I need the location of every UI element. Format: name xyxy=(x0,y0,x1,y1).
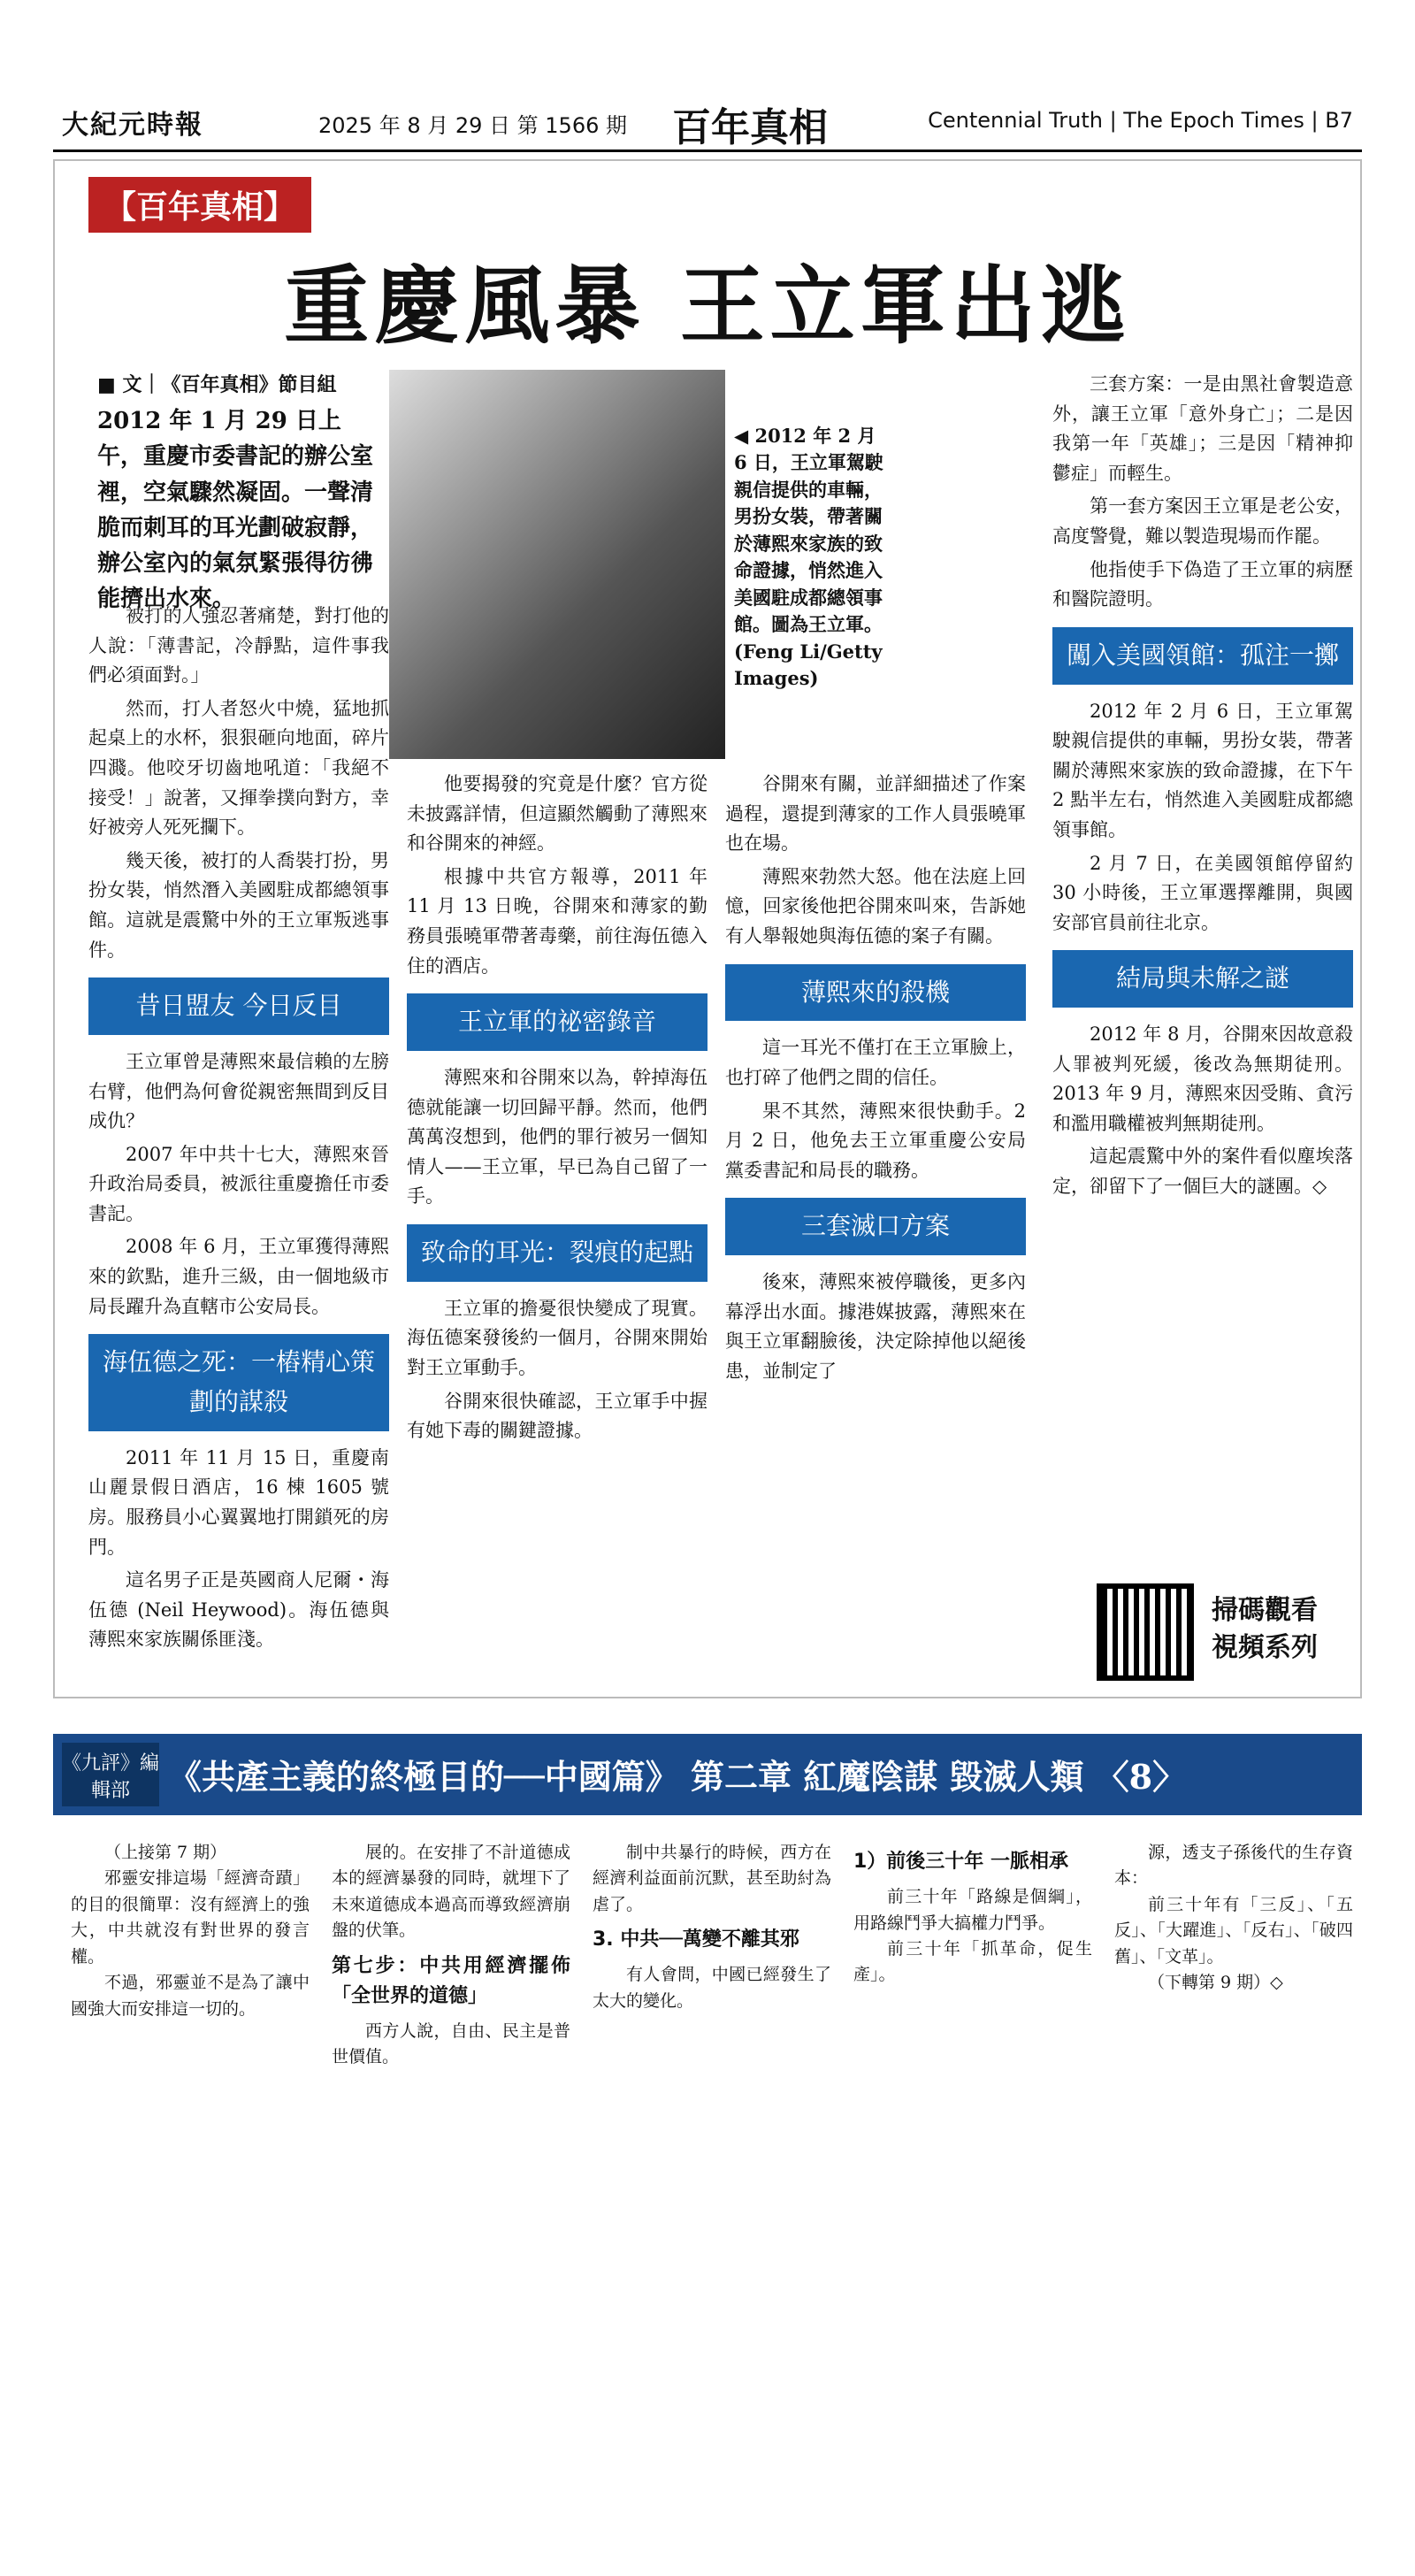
paragraph: 薄熙來勃然大怒。他在法庭上回憶，回家後他把谷開來叫來，告訴她有人舉報她與海伍德的案子有關。 xyxy=(725,865,1026,947)
subheading: 海伍德之死：一樁精心策劃的謀殺 xyxy=(88,1334,389,1431)
paragraph: 前三十年「路線是個綱」，用路線鬥爭大搞權力鬥爭。 xyxy=(853,1887,1092,1933)
paragraph: 2011 年 11 月 15 日，重慶南山麗景假日酒店，16 棟 1605 號房。服務員小心翼翼地打開鎖死的房門。 xyxy=(88,1446,389,1558)
paragraph: 源，透支子孫後代的生存資本： xyxy=(1114,1843,1353,1889)
wang-lijun-photo xyxy=(389,370,725,759)
bottom-column-3 xyxy=(593,1840,831,2014)
paragraph: 然而，打人者怒火中燒，猛地抓起桌上的水杯，狠狠砸向地面，碎片四濺。他咬牙切齒地吼道：「我絕不接受！」說著，又揮拳撲向對方，幸好被旁人死死攔下。 xyxy=(88,697,389,839)
bottom-column-5 xyxy=(1114,1840,1353,1997)
paragraph: 被打的人強忍著痛楚，對打他的人說：「薄書記，冷靜點，這件事我們必須面對。」 xyxy=(88,605,389,686)
page-id: Centennial Truth | The Epoch Times | B7 xyxy=(928,108,1353,133)
paragraph: 2 月 7 日，在美國領館停留約 30 小時後，王立軍選擇離開，與國安部官員前往北京。 xyxy=(1052,852,1353,933)
paragraph: 後來，薄熙來被停職後，更多內幕浮出水面。據港媒披露，薄熙來在與王立軍翻臉後，決定除掉他以絕後患，並制定了 xyxy=(725,1271,1026,1382)
paragraph: 根據中共官方報導，2011 年 11 月 13 日晚，谷開來和薄家的勤務員張曉軍帶著毒藥，前往海伍德入住的酒店。 xyxy=(407,865,708,977)
subheading: 致命的耳光：裂痕的起點 xyxy=(407,1224,708,1282)
paragraph: 谷開來很快確認，王立軍手中握有她下毒的關鍵證據。 xyxy=(407,1390,708,1442)
bottom-column-1 xyxy=(71,1840,310,2022)
series-label: 《九評》編輯部 xyxy=(62,1743,159,1806)
subheading: 結局與未解之謎 xyxy=(1052,950,1353,1008)
series-title: 《共產主義的終極目的──中國篇》 第二章 紅魔陰謀 毀滅人類 〈8〉 xyxy=(168,1757,1187,1797)
subheading: 第七步：中共用經濟擺佈「全世界的道德」 xyxy=(332,1954,570,2007)
bottom-column-4 xyxy=(853,1840,1092,1989)
paragraph: 他指使手下偽造了王立軍的病歷和醫院證明。 xyxy=(1052,558,1353,610)
headline: 重慶風暴 王立軍出逃 xyxy=(284,256,1131,356)
subheading: 闖入美國領館：孤注一擲 xyxy=(1052,627,1353,685)
paragraph: 三套方案：一是由黑社會製造意外，讓王立軍「意外身亡」；二是因我第一年「英雄」；三是因「精神抑鬱症」而輕生。 xyxy=(1052,373,1353,484)
column-1 xyxy=(88,602,389,1659)
subheading: 三套滅口方案 xyxy=(725,1198,1026,1255)
paragraph: 第一套方案因王立軍是老公安，高度警覺，難以製造現場而作罷。 xyxy=(1052,495,1353,547)
paragraph: 西方人說，自由、民主是普世價值。 xyxy=(332,2020,570,2067)
paragraph: 王立軍曾是薄熙來最信賴的左膀右臂，他們為何會從親密無間到反目成仇？ xyxy=(88,1050,389,1132)
lede: 2012 年 1 月 29 日上午，重慶市委書記的辦公室裡，空氣驟然凝固。一聲清脆而刺耳的耳光劃破寂靜，辦公室內的氣氛緊張得彷彿能擠出水來。 xyxy=(97,408,374,613)
paper-name: 大紀元時報 xyxy=(62,110,203,141)
subheading: 3. 中共──萬變不離其邪 xyxy=(593,1928,799,1951)
page-header xyxy=(53,96,1362,152)
paragraph: 果不其然，薄熙來很快動手。2 月 2 日，他免去王立軍重慶公安局黨委書記和局長的職務。 xyxy=(725,1100,1026,1181)
paragraph: 2012 年 2 月 6 日，王立軍駕駛親信提供的車輛，男扮女裝，帶著關於薄熙來家族的致命證據，在下午 2 點半左右，悄然進入美國駐成都總領事館。 xyxy=(1052,700,1353,840)
paragraph: 2007 年中共十七大，薄熙來晉升政治局委員，被派往重慶擔任市委書記。 xyxy=(88,1143,389,1224)
paragraph: 展的。在安排了不計道德成本的經濟暴發的同時，就埋下了未來道德成本過高而導致經濟崩盤的伏筆。 xyxy=(332,1843,570,1941)
subheading: 薄熙來的殺機 xyxy=(725,964,1026,1022)
paragraph: 不過，邪靈並不是為了讓中國強大而安排這一切的。 xyxy=(71,1973,310,2019)
paragraph: 2008 年 6 月，王立軍獲得薄熙來的欽點，進升三級，由一個地級市局長躍升為直轄市公安局長。 xyxy=(88,1236,389,1317)
issue-date: 2025 年 8 月 29 日 第 1566 期 xyxy=(318,113,627,138)
paragraph: 這一耳光不僅打在王立軍臉上，也打碎了他們之間的信任。 xyxy=(725,1037,1026,1088)
section-title: 百年真相 xyxy=(672,105,828,150)
paragraph: 2012 年 8 月，谷開來因故意殺人罪被判死緩，後改為無期徒刑。2013 年 9 月，薄熙來因受賄、貪污和濫用職權被判無期徒刑。 xyxy=(1052,1024,1353,1134)
subheading: 1）前後三十年 一脈相承 xyxy=(853,1851,1068,1873)
paragraph: 谷開來有關，並詳細描述了作案過程，還提到薄家的工作人員張曉軍也在場。 xyxy=(725,773,1026,855)
paragraph: 有人會問，中國已經發生了太大的變化。 xyxy=(593,1965,831,2011)
qr-code[interactable] xyxy=(1097,1583,1194,1681)
paragraph: （下轉第 9 期）◇ xyxy=(1148,1973,1283,1993)
photo-caption: ◀ 2012 年 2 月 6 日，王立軍駕駛親信提供的車輛，男扮女裝，帶著關於薄熙來家族的致命證據，悄然進入美國駐成都總領事館。圖為王立軍。(Feng Li/Getty Images) xyxy=(734,425,883,689)
paragraph: 這起震驚中外的案件看似塵埃落定，卻留下了一個巨大的謎團。◇ xyxy=(1052,1146,1353,1198)
byline: ■ 文｜《百年真相》節目組 xyxy=(97,374,337,396)
column-3 xyxy=(725,770,1026,1391)
subheading: 王立軍的祕密錄音 xyxy=(407,993,708,1051)
paragraph: 前三十年「抓革命，促生產」。 xyxy=(853,1938,1092,1985)
paragraph: 前三十年有「三反」、「五反」、「大躍進」、「反右」、「破四舊」、「文革」。 xyxy=(1114,1894,1353,1966)
paragraph: 幾天後，被打的人喬裝打扮，男扮女裝，悄然潛入美國駐成都總領事館。這就是震驚中外的王立軍叛逃事件。 xyxy=(88,849,389,961)
column-2 xyxy=(407,770,708,1450)
bottom-column-2 xyxy=(332,1840,570,2071)
column-4 xyxy=(1052,370,1353,1206)
paragraph: 這名男子正是英國商人尼爾・海伍德 (Neil Heywood)。海伍德與薄熙來家族關係匪淺。 xyxy=(88,1569,389,1651)
paragraph: 他要揭發的究竟是什麼？官方從未披露詳情，但這顯然觸動了薄熙來和谷開來的神經。 xyxy=(407,773,708,855)
column-tag: 【百年真相】 xyxy=(88,177,311,233)
subheading: 昔日盟友 今日反目 xyxy=(88,978,389,1035)
paragraph: 薄熙來和谷開來以為，幹掉海伍德就能讓一切回歸平靜。然而，他們萬萬沒想到，他們的罪行被另一個知情人——王立軍，早已為自己留了一手。 xyxy=(407,1066,708,1208)
paragraph: （上接第 7 期） xyxy=(104,1843,227,1862)
paragraph: 制中共暴行的時候，西方在經濟利益面前沉默，甚至助紂為虐了。 xyxy=(593,1843,831,1914)
qr-label: 掃碼觀看 視頻系列 xyxy=(1212,1595,1318,1663)
paragraph: 邪靈安排這場「經濟奇蹟」的目的很簡單：沒有經濟上的強大，中共就沒有對世界的發言權。 xyxy=(71,1868,310,1966)
paragraph: 王立軍的擔憂很快變成了現實。海伍德案發後約一個月，谷開來開始對王立軍動手。 xyxy=(407,1297,708,1378)
